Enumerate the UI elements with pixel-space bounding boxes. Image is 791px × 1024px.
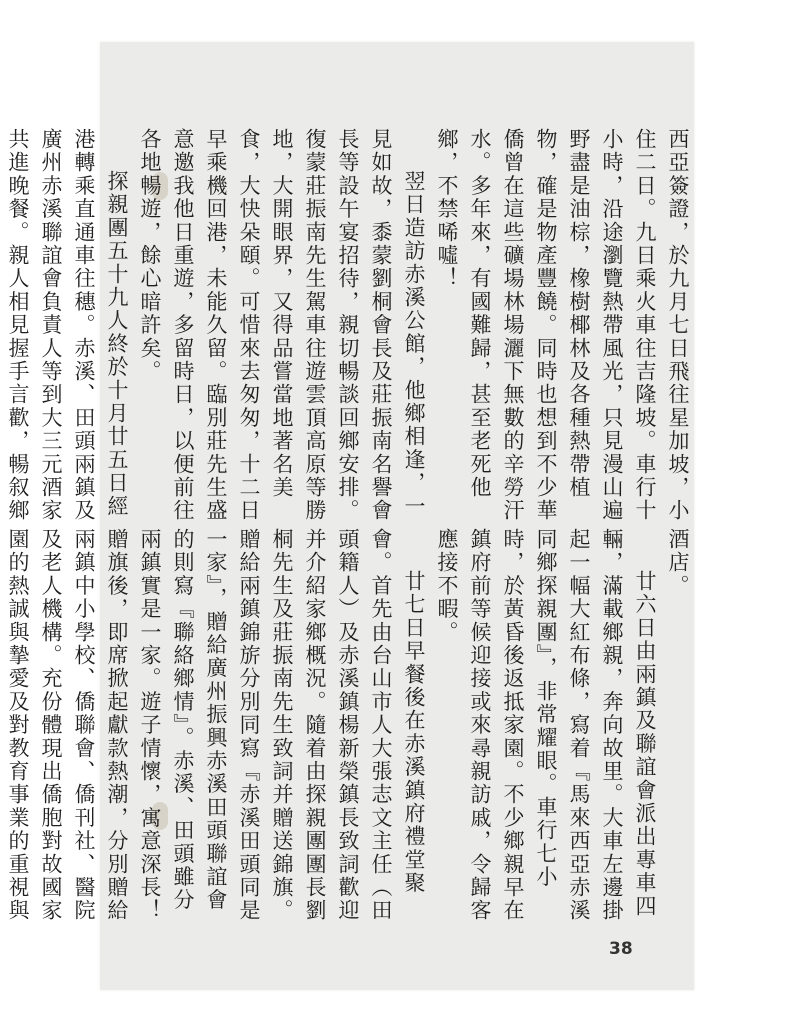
paragraph-6: 廿七日早餐後在赤溪鎮府禮堂聚會。首先由台山市人大張志文主任（田頭籍人）及赤溪鎮楊新榮鎮長致詞歡迎并介紹家鄉概況。隨着由探親團團長劉桐先生及莊振南先生致詞并贈送錦旗。贈給兩鎮錦旂分別同寫『赤溪田頭同是一家』，贈給廣州振興赤溪田頭聯誼會的則寫『聯絡鄉情』。赤溪、田頭雖分兩鎮實是一家。遊子情懷，寓意深長！贈旗後，即席掀起獻款熱潮，分別贈給兩鎮中小學校、僑聯會、僑刊社、醫院及老人機構。充份體現出僑胞對故國家園的熱誠與摯愛及對教育事業的重視與 xyxy=(6,528,426,923)
text-block-bottom xyxy=(6,528,694,924)
paragraph-5: 廿六日由兩鎮及聯誼會派出專車四輛，滿載鄉親，奔向故里。大車左邊掛起一幅大紅布條，寫着『馬來西亞赤溪同鄉探親團』，非常耀眼。車行七小時，於黃昏後返抵家園。不少鄉親早在鎮府前等候迎接或來尋親訪戚，令歸客應接不暇。 xyxy=(435,528,657,923)
paragraph-4: 酒店。 xyxy=(666,528,690,598)
paragraph-1: 西亞簽證，於九月七日飛往星加坡，小住二日。九日乘火車往吉隆坡。車行十小時，沿途瀏覽熱帶風光，只見漫山遍野盡是油棕，橡樹椰林及各種熱帶植物，確是物產豐饒。同時也想到不少華僑曾在這些礦場林場灑下無數的辛勞汗水。多年來，有國難歸，甚至老死他鄉，不禁唏噓！ xyxy=(435,128,690,523)
page-number: 38 xyxy=(609,939,633,959)
book-page xyxy=(6,42,694,990)
paragraph-2: 翌日造訪赤溪公館，他鄉相逢，一見如故，黍蒙劉桐會長及莊振南名譽會長等設午宴招待，親切暢談回鄉安排。復蒙莊振南先生駕車往遊雲頂高原等勝地，大開眼界，又得品嘗當地著名美食，大快朵頤。可惜來去匆匆，十二日早乘機回港，未能久留。臨別莊先生盛意邀我他日重遊，多留時日，以便前往各地暢遊，餘心暗許矣。 xyxy=(138,128,426,523)
paragraph-3: 探親團五十九人終於十月廿五日經港轉乘直通車往穗。赤溪、田頭兩鎮及廣州赤溪聯誼會負責人等到大三元酒家共進晚餐。親人相見握手言歡，暢叙鄉 xyxy=(6,128,129,523)
text-block-top xyxy=(6,128,694,528)
